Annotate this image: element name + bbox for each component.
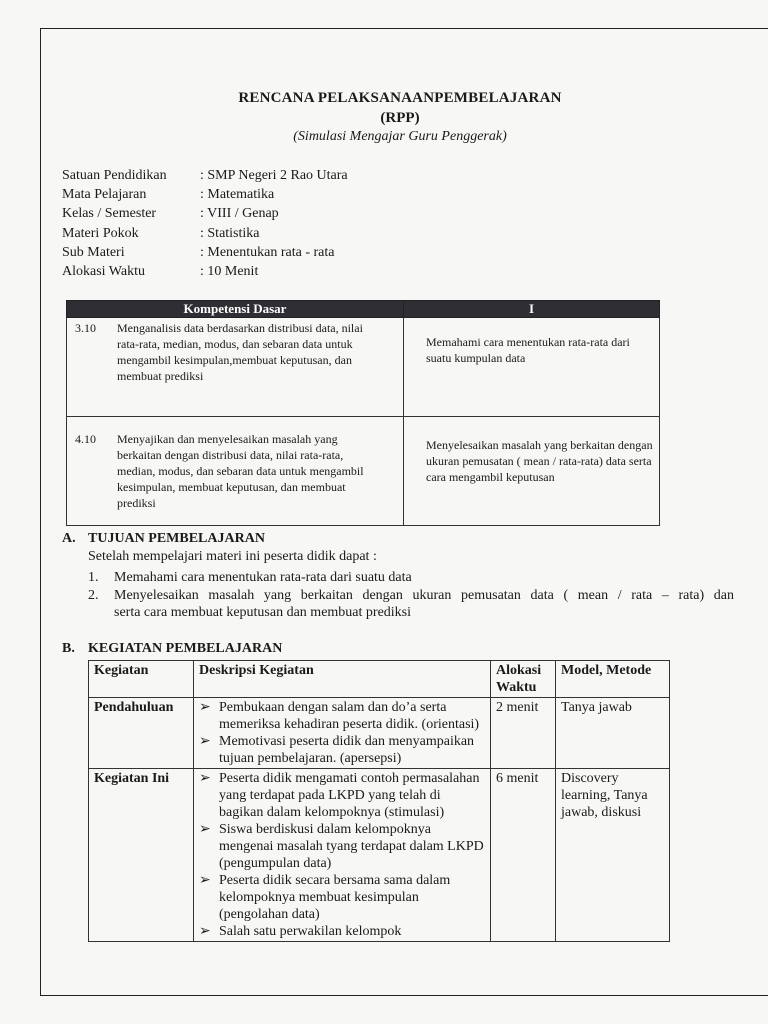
kegiatan-table — [88, 660, 670, 942]
document-subtitle-italic: (Simulasi Mengajar Guru Penggerak) — [293, 129, 507, 144]
identity-row — [62, 185, 348, 204]
kd-number: 4.10 — [75, 432, 96, 446]
description-list — [199, 699, 485, 767]
kd-header-row — [67, 301, 660, 318]
list-text: Menyelesaikan masalah yang berkaitan dengan ukuran pemusatan data ( mean / rata – rata) dan — [114, 587, 734, 603]
kg-time-cell: 2 menit — [491, 698, 556, 769]
kd-competency-cell — [67, 318, 404, 417]
kd-text: Menganalisis data berdasarkan distribusi data, nilai rata-rata, median, modus, dan sebaran data untuk mengambil kesimpulan,membuat keputusan, dan membuat prediksi — [117, 321, 363, 383]
kd-row — [67, 318, 660, 417]
kg-model-cell: Tanya jawab — [556, 698, 670, 769]
section-a-intro: Setelah mempelajari materi ini peserta didik dapat : — [88, 549, 377, 564]
section-b-heading — [62, 641, 282, 657]
section-title: KEGIATAN PEMBELAJARAN — [88, 641, 283, 656]
identity-label: Satuan Pendidikan — [62, 168, 167, 183]
identity-row — [62, 224, 348, 243]
identity-value: : Menentukan rata - rata — [200, 244, 335, 260]
list-item — [199, 821, 485, 872]
identity-label: Alokasi Waktu — [62, 264, 145, 280]
list-number: 2. — [88, 587, 99, 603]
list-text: Peserta didik secara bersama sama dalam kelompoknya membuat kesimpulan (pengolahan data) — [219, 873, 451, 922]
list-item — [199, 770, 485, 821]
list-item — [199, 872, 485, 923]
objectives-list — [88, 569, 734, 622]
kg-description-cell — [194, 769, 491, 942]
list-text: serta cara membuat keputusan dan membuat prediksi — [114, 605, 412, 620]
kd-competency-cell — [67, 417, 404, 526]
list-item — [88, 569, 734, 587]
kg-description-cell — [194, 698, 491, 769]
identity-row — [62, 166, 348, 185]
identity-label: Mata Pelajaran — [62, 187, 147, 203]
kg-header-deskripsi: Deskripsi Kegiatan — [194, 661, 491, 698]
list-item-continuation — [88, 604, 734, 622]
kd-text: Menyajikan dan menyelesaikan masalah yang berkaitan dengan distribusi data, nilai rata-rata, median, modus, dan sebaran data untuk mengambil kesimpulan, membuat keputusan, dan membuat prediksi — [117, 432, 364, 510]
kd-indicator-cell: Memahami cara menentukan rata-rata dari suatu kumpulan data — [404, 318, 660, 417]
section-letter: A. — [62, 531, 76, 546]
identity-block — [62, 166, 348, 281]
list-item — [199, 699, 485, 733]
identity-row — [62, 243, 348, 262]
kg-activity-name: Pendahuluan — [89, 698, 194, 769]
identity-value: : VIII / Genap — [200, 206, 279, 222]
list-text: Pembukaan dengan salam dan do’a serta memeriksa kehadiran peserta didik. (orientasi) — [219, 700, 480, 732]
kompetensi-dasar-table — [66, 300, 660, 526]
list-text: Salah satu perwakilan kelompok — [219, 924, 402, 939]
list-number: 1. — [88, 570, 99, 585]
list-item — [199, 733, 485, 767]
list-text: Peserta didik mengamati contoh permasalahan yang terdapat pada LKPD yang telah di bagikan dalam kelompoknya (stimulasi) — [219, 771, 480, 820]
list-item — [88, 587, 734, 605]
identity-row — [62, 204, 348, 223]
list-text: Memahami cara menentukan rata-rata dari suatu data — [114, 570, 412, 585]
identity-value: : 10 Menit — [200, 264, 259, 280]
identity-label: Sub Materi — [62, 244, 125, 260]
list-text: Siswa berdiskusi dalam kelompoknya mengenai masalah tyang terdapat dalam LKPD (pengumpulan data) — [219, 822, 484, 871]
table-row — [89, 769, 670, 942]
arrow-bullet-icon: ➢ — [199, 822, 211, 837]
identity-value: : SMP Negeri 2 Rao Utara — [200, 168, 348, 183]
arrow-bullet-icon: ➢ — [199, 734, 211, 749]
arrow-bullet-icon: ➢ — [199, 873, 211, 888]
arrow-bullet-icon: ➢ — [199, 771, 211, 786]
identity-row — [62, 262, 348, 281]
kg-header-row — [89, 661, 670, 698]
kd-header-right: I — [404, 301, 660, 318]
identity-label: Kelas / Semester — [62, 206, 157, 222]
kg-header-kegiatan: Kegiatan — [89, 661, 194, 698]
document-subtitle: (RPP) — [380, 110, 420, 126]
kg-header-alokasi: Alokasi Waktu — [491, 661, 556, 698]
kg-header-model: Model, Metode — [556, 661, 670, 698]
list-item — [199, 923, 485, 940]
kg-model-cell: Discovery learning, Tanya jawab, diskusi — [556, 769, 670, 942]
kd-number: 3.10 — [75, 321, 96, 335]
section-letter: B. — [62, 641, 75, 656]
kd-row — [67, 417, 660, 526]
table-row — [89, 698, 670, 769]
section-title: TUJUAN PEMBELAJARAN — [88, 531, 265, 546]
kg-time-cell: 6 menit — [491, 769, 556, 942]
identity-label: Materi Pokok — [62, 225, 139, 241]
identity-value: : Statistika — [200, 225, 260, 241]
description-list — [199, 770, 485, 940]
document-title: RENCANA PELAKSANAANPEMBELAJARAN — [238, 90, 562, 106]
section-a-heading — [62, 531, 265, 547]
arrow-bullet-icon: ➢ — [199, 700, 211, 715]
kg-activity-name: Kegiatan Ini — [89, 769, 194, 942]
identity-value: : Matematika — [200, 187, 275, 203]
arrow-bullet-icon: ➢ — [199, 924, 211, 939]
kd-indicator-cell: Menyelesaikan masalah yang berkaitan dengan ukuran pemusatan ( mean / rata-rata) data serta cara mengambil keputusan — [404, 417, 660, 526]
list-text: Memotivasi peserta didik dan menyampaikan tujuan pembelajaran. (apersepsi) — [219, 734, 475, 766]
kd-header-left: Kompetensi Dasar — [67, 301, 404, 318]
